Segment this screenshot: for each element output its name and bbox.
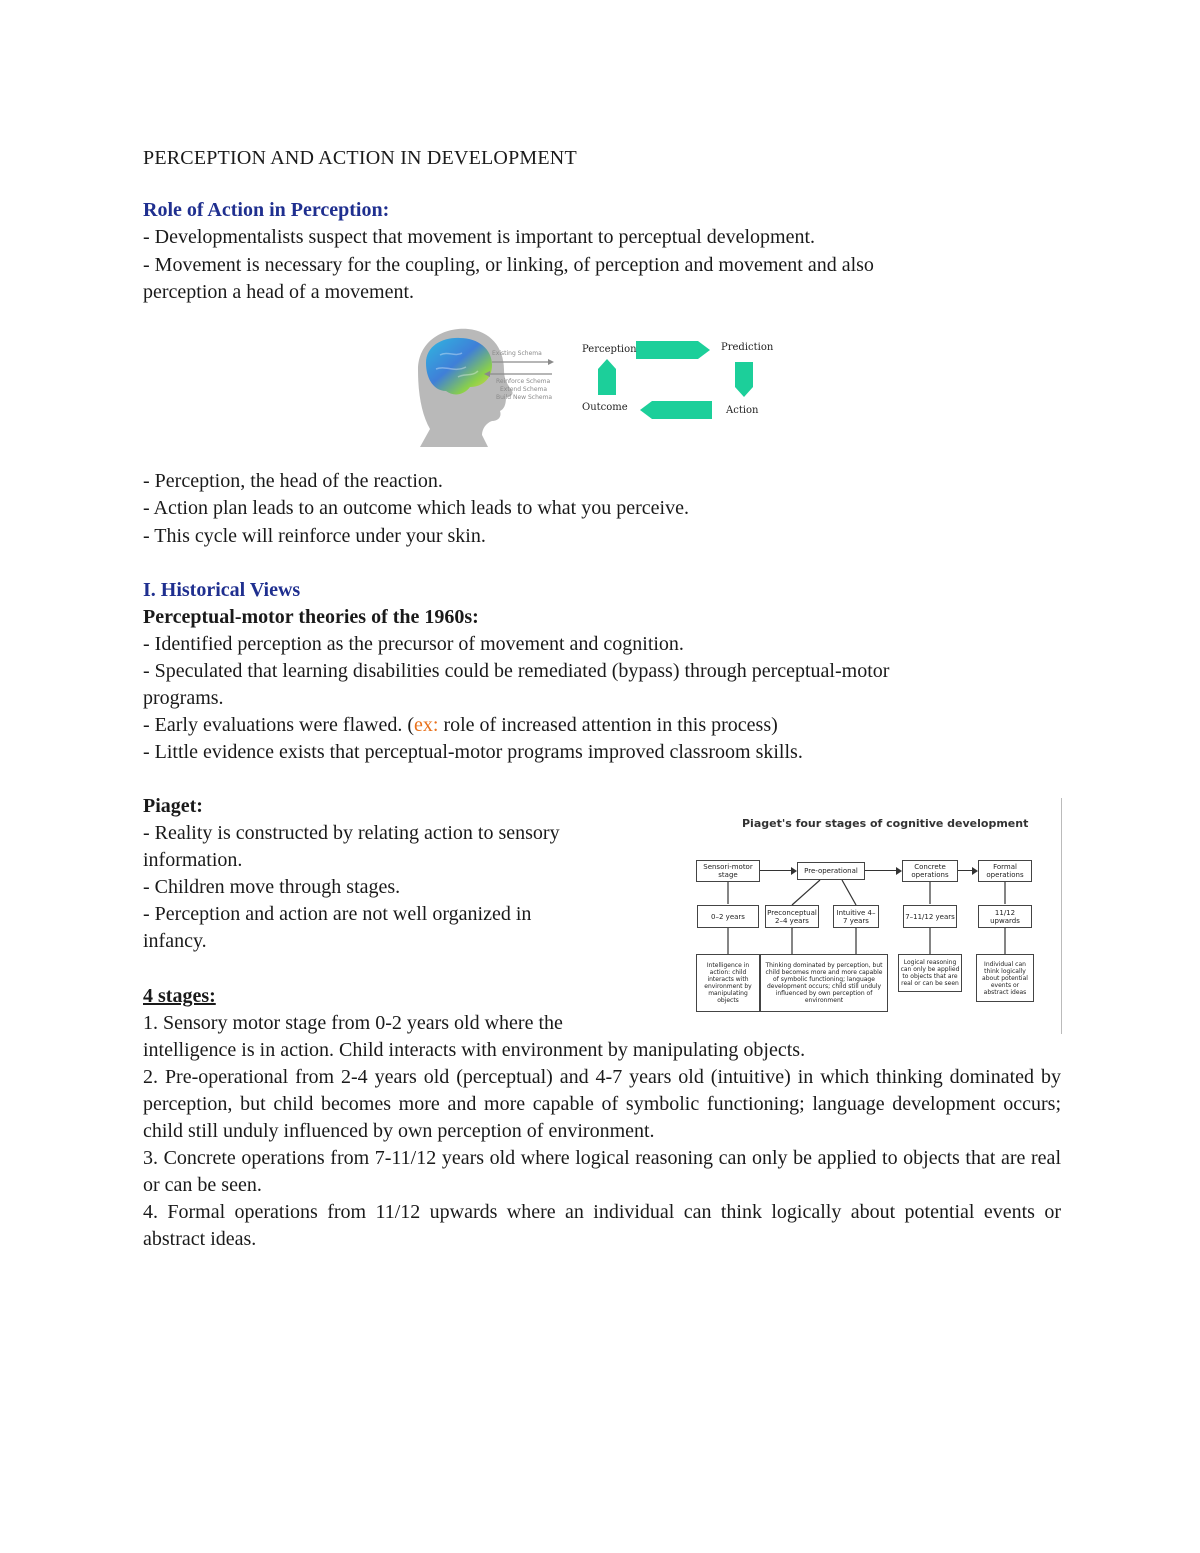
arrow-action-to-outcome	[640, 401, 712, 419]
role-note-2: - Action plan leads to an outcome which leads to what you perceive.	[143, 497, 689, 519]
piaget-heading: Piaget:	[143, 795, 203, 817]
piaget-line-3: - Children move through stages.	[143, 876, 401, 898]
piaget-line-2: information.	[143, 849, 243, 871]
stage-box-sensorimotor: Sensori-motor stage	[696, 860, 760, 882]
stage-4-paragraph: 4. Formal operations from 11/12 upwards where an individual can think logically about potential events or abstract ideas.	[143, 1201, 1061, 1250]
role-bullet-2: - Movement is necessary for the coupling, or linking, of perception and movement and also	[143, 254, 874, 276]
early-prefix: - Early evaluations were flawed. (	[143, 714, 414, 736]
arrow-outcome-to-perception	[598, 359, 616, 395]
historical-heading: I. Historical Views	[143, 579, 301, 601]
role-note-1: - Perception, the head of the reaction.	[143, 470, 443, 492]
age-box-preconceptual: Preconceptual 2–4 years	[765, 905, 819, 928]
cycle-label-perception: Perception	[582, 344, 637, 355]
role-bullet-1: - Developmentalists suspect that movement is important to perceptual development.	[143, 226, 816, 248]
stage-box-formal: Formal operations	[978, 860, 1032, 882]
piaget-line-4: - Perception and action are not well organized in	[143, 903, 532, 925]
role-bullet-2-cont: perception a head of a movement.	[143, 281, 414, 303]
stage-box-preoperational: Pre-operational	[797, 862, 865, 880]
cycle-label-outcome: Outcome	[582, 402, 628, 413]
historical-subheading: Perceptual-motor theories of the 1960s:	[143, 606, 479, 628]
historical-bullet-2-cont: programs.	[143, 687, 224, 709]
piaget-stages-diagram	[680, 798, 1064, 1034]
historical-bullet-1: - Identified perception as the precursor of movement and cognition.	[143, 633, 684, 655]
piaget-line-5: infancy.	[143, 930, 207, 952]
historical-bullet-3	[143, 712, 778, 739]
role-heading: Role of Action in Perception:	[143, 199, 390, 221]
age-box-0-2: 0–2 years	[697, 905, 759, 928]
age-box-intuitive: Intuitive 4–7 years	[833, 905, 879, 928]
cycle-label-prediction: Prediction	[721, 342, 774, 353]
desc-box-preoperational: Thinking dominated by perception, but child becomes more and more capable of symbolic functioning; language development occurs; child still unduly influenced by own perception of environment	[760, 954, 888, 1012]
schema-label-extend: Extend Schema	[500, 386, 548, 393]
stage-2-paragraph: 2. Pre-operational from 2-4 years old (perceptual) and 4-7 years old (intuitive) in which thinking dominated by perception, but child becomes more and more capable of symbolic functioning; language development occurs; child still unduly influenced by own perception of environment.	[143, 1066, 1061, 1142]
arrow-perception-to-prediction	[636, 341, 710, 359]
diagram-title: Piaget's four stages of cognitive development	[742, 817, 1029, 830]
stages-heading: 4 stages:	[143, 985, 216, 1007]
stage-1-line-1: 1. Sensory motor stage from 0-2 years old where the	[143, 1012, 563, 1034]
arrow-prediction-to-action	[735, 362, 753, 397]
cycle-label-action: Action	[726, 405, 759, 416]
stage-1-line-2: intelligence is in action. Child interacts with environment by manipulating objects.	[143, 1039, 806, 1061]
stage-box-concrete: Concrete operations	[902, 860, 958, 882]
desc-box-concrete: Logical reasoning can only be applied to objects that are real or can be seen	[898, 954, 962, 992]
role-note-3: - This cycle will reinforce under your skin.	[143, 525, 486, 547]
schema-label-existing: Existing Schema	[492, 350, 542, 357]
schema-label-build: Build New Schema	[496, 394, 553, 401]
historical-bullet-4: - Little evidence exists that perceptual-motor programs improved classroom skills.	[143, 741, 803, 763]
early-suffix: role of increased attention in this process)	[438, 714, 778, 736]
historical-bullet-2: - Speculated that learning disabilities could be remediated (bypass) through perceptual-motor	[143, 660, 890, 682]
age-box-7-11: 7–11/12 years	[903, 905, 957, 928]
perception-cycle-figure	[400, 325, 780, 450]
piaget-line-1: - Reality is constructed by relating action to sensory	[143, 822, 560, 844]
page-title: PERCEPTION AND ACTION IN DEVELOPMENT	[143, 147, 577, 169]
stage-3-paragraph: 3. Concrete operations from 7-11/12 years old where logical reasoning can only be applied to objects that are real or can be seen.	[143, 1147, 1061, 1196]
age-box-11-upwards: 11/12 upwards	[978, 905, 1032, 928]
schema-label-reinforce: Reinforce Schema	[496, 378, 551, 385]
desc-box-sensorimotor: Intelligence in action: child interacts with environment by manipulating objects	[696, 954, 760, 1012]
example-label: ex:	[414, 714, 439, 736]
desc-box-formal: Individual can think logically about potential events or abstract ideas	[976, 954, 1034, 1002]
